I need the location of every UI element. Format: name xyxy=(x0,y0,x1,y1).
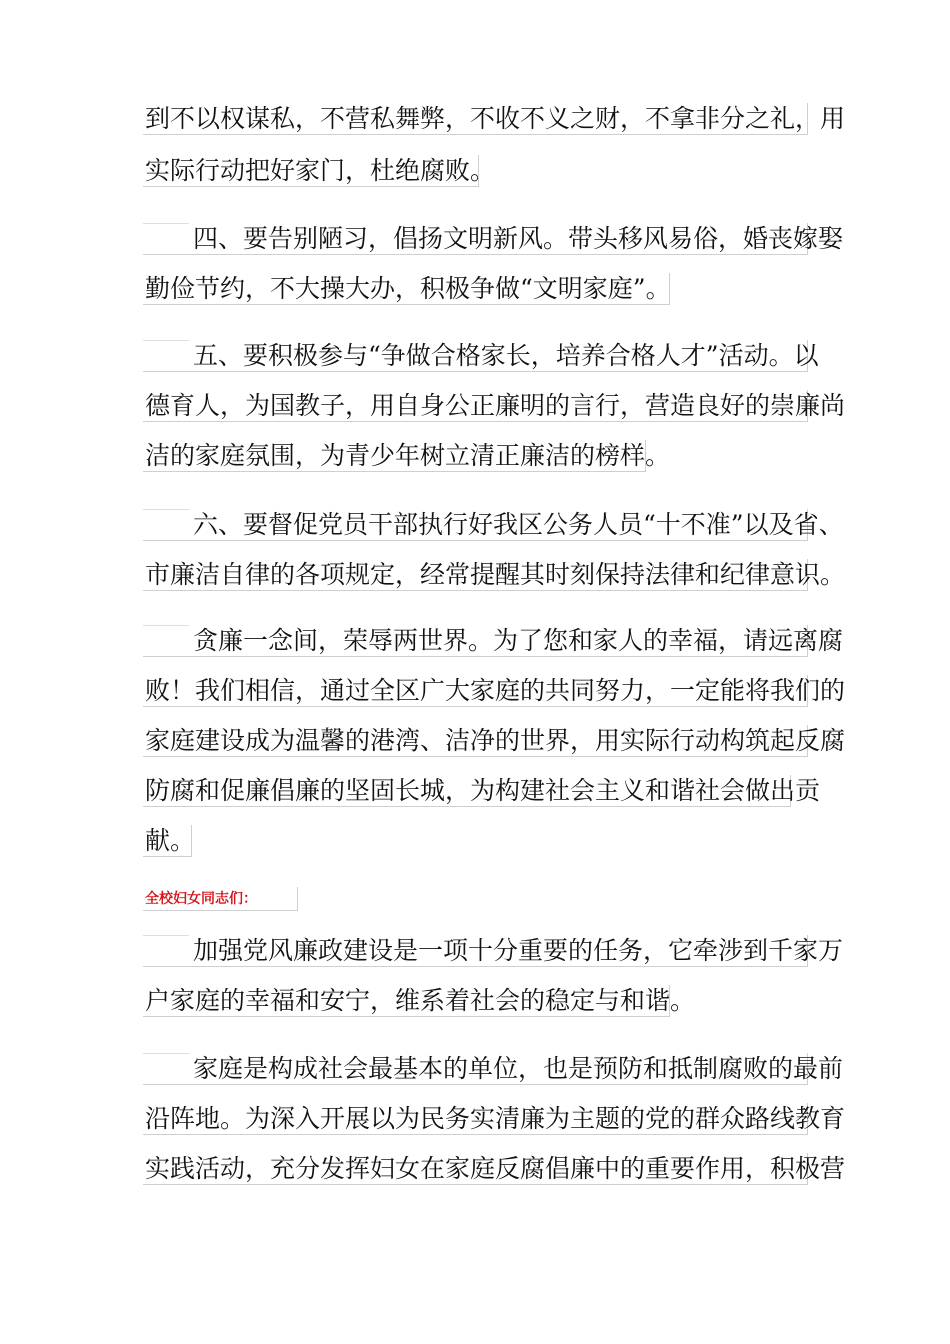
paragraph-line: 德育人，为国教子，用自身公正廉明的言行，营造良好的崇廉尚 xyxy=(145,391,846,420)
paragraph-line: 献。 xyxy=(145,826,196,855)
paragraph-first-line: 加强党风廉政建设是一项十分重要的任务，它牵涉到千家万 xyxy=(143,935,808,967)
red-salutation-heading: 全校妇女同志们： xyxy=(143,887,298,911)
paragraph-line: 家庭建设成为温馨的港湾、洁净的世界，用实际行动构筑起反腐 xyxy=(145,726,846,755)
paragraph-first-line: 五、要积极参与“争做合格家长，培养合格人才”活动。以 xyxy=(143,340,808,372)
paragraph-line: 勤俭节约，不大操大办，积极争做“文明家庭”。 xyxy=(145,274,671,303)
paragraph-line: 户家庭的幸福和安宁，维系着社会的稳定与和谐。 xyxy=(145,986,696,1015)
paragraph-line: 防腐和促廉倡廉的坚固长城，为构建社会主义和谐社会做出贡 xyxy=(145,776,821,805)
paragraph-first-line: 家庭是构成社会最基本的单位，也是预防和抵制腐败的最前 xyxy=(143,1053,808,1085)
paragraph-line: 实际行动把好家门，杜绝腐败。 xyxy=(145,156,496,185)
paragraph-first-line: 四、要告别陋习，倡扬文明新风。带头移风易俗，婚丧嫁娶 xyxy=(143,223,808,255)
paragraph-first-line: 六、要督促党员干部执行好我区公务人员“十不准”以及省、 xyxy=(143,509,808,541)
paragraph-line: 沿阵地。为深入开展以为民务实清廉为主题的党的群众路线教育 xyxy=(145,1104,846,1133)
paragraph-line: 市廉洁自律的各项规定，经常提醒其时刻保持法律和纪律意识。 xyxy=(145,560,846,589)
paragraph-line: 实践活动，充分发挥妇女在家庭反腐倡廉中的重要作用，积极营 xyxy=(145,1154,846,1183)
paragraph-line: 败！我们相信，通过全区广大家庭的共同努力，一定能将我们的 xyxy=(145,676,846,705)
paragraph-first-line: 贪廉一念间，荣辱两世界。为了您和家人的幸福，请远离腐 xyxy=(143,625,808,657)
paragraph-line: 洁的家庭氛围，为青少年树立清正廉洁的榜样。 xyxy=(145,441,671,470)
paragraph-line: 到不以权谋私，不营私舞弊，不收不义之财，不拿非分之礼，用 xyxy=(145,104,846,133)
